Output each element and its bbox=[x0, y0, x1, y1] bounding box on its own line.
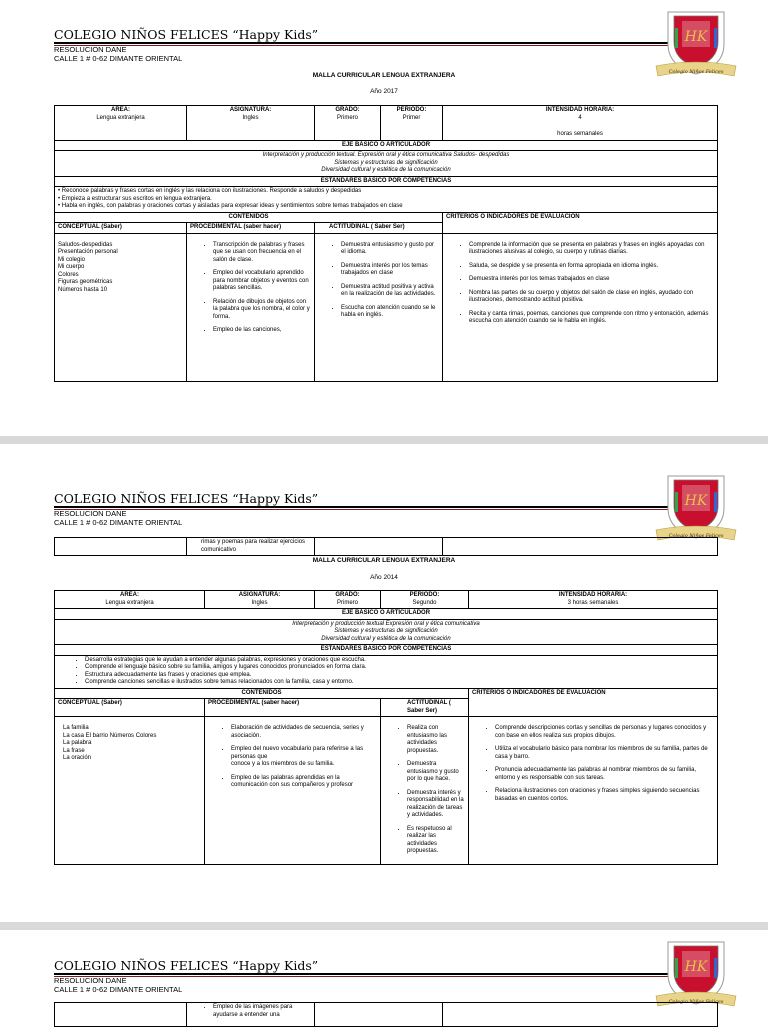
page-1 bbox=[0, 0, 768, 436]
intensidad-unit: horas semanales bbox=[557, 131, 603, 137]
estandar-item: • Comprende canciones sencillas e ilustrados sobre temas relacionados con la familia, casa y entorno. bbox=[85, 679, 714, 687]
grado-cell bbox=[315, 591, 381, 609]
estandar-item: • Habla en inglés, con palabras y oraciones cortas y aisladas para expresar ideas y sentimientos sobre temas trabajados en clase bbox=[58, 203, 403, 209]
criterios-list bbox=[469, 717, 718, 865]
logo-motto: Colegio Niños Felices bbox=[668, 69, 724, 75]
intensidad-cell bbox=[469, 591, 718, 609]
eje-content bbox=[55, 619, 718, 645]
intensidad-cell bbox=[443, 106, 718, 141]
criterio-item: • Comprende la información que se presenta en palabras y frases en inglés apoyadas con ilustraciones alusivas al colegio, su cuerpo y rutinas diarias. bbox=[469, 242, 714, 257]
grado-label: GRADO: bbox=[335, 107, 360, 113]
conceptual-item: Mi cuerpo bbox=[58, 264, 85, 270]
periodo-cell bbox=[381, 106, 443, 141]
intensidad-label: INTENSIDAD HORARIA: bbox=[545, 107, 615, 113]
eje-title-row bbox=[55, 609, 718, 620]
criterio-item: • Comprende descripciones cortas y sencillas de personas y lugares conocidos y con base en ellos realiza sus propios dibujos. bbox=[495, 725, 714, 740]
estandar-item: • Empieza a estructurar sus escritos en lengua extranjera. bbox=[58, 195, 212, 202]
estandar-item: • Desarrolla estrategias que le ayudan a entender algunas palabras, expresiones y oraciones que escucha. bbox=[85, 657, 714, 665]
eje-title-row bbox=[55, 140, 718, 151]
actitudinal-item: • Demuestra interés y responsabilidad en la realización de tareas y actividades. bbox=[407, 790, 465, 820]
header-rule bbox=[54, 506, 694, 508]
conceptual-item: Mi colegio bbox=[58, 256, 86, 263]
contenidos-row bbox=[55, 212, 718, 223]
periodo-value: Segundo bbox=[412, 599, 437, 606]
conceptual-item: La frase bbox=[63, 747, 85, 754]
contenidos-title: CONTENIDOS bbox=[55, 212, 443, 223]
procedimental-header: PROCEDIMENTAL (saber hacer) bbox=[205, 699, 381, 717]
continuation-empty bbox=[315, 1003, 443, 1027]
criterios-title: CRITERIOS O INDICADORES DE EVALUACION bbox=[469, 688, 718, 717]
contenidos-title: CONTENIDOS bbox=[55, 688, 469, 699]
header-rule-accent bbox=[54, 45, 694, 46]
continuation-text: rimas y poemas para realizar ejercicios comunicativo bbox=[187, 538, 315, 556]
doc-title: MALLA CURRICULAR LENGUA EXTRANJERA bbox=[312, 72, 456, 79]
criterio-item: • Nombra las partes de su cuerpo y objetos del salón de clase en inglés, ayudado con ilustraciones, demostrando actitud positiva. bbox=[469, 290, 714, 305]
procedimental-item: • Transcripción de palabras y frases que se usan con frecuencia en el salón de clase. bbox=[213, 242, 311, 265]
conceptual-header: CONCEPTUAL (Saber) bbox=[55, 699, 205, 717]
procedimental-list bbox=[187, 233, 315, 381]
estandar-item: • Estructura adecuadamente las frases y oraciones que emplea. bbox=[85, 672, 714, 680]
eje-content-row bbox=[55, 619, 718, 645]
school-crest-icon bbox=[654, 472, 738, 544]
header-row bbox=[55, 106, 718, 141]
continuation-empty bbox=[55, 1003, 187, 1027]
continuation-empty bbox=[55, 538, 187, 556]
eje-line: Diversidad cultural y estética de la comunicación bbox=[321, 635, 451, 642]
criterios-title: CRITERIOS O INDICADORES DE EVALUACION bbox=[443, 212, 718, 233]
resolution-text: RESOLUCION DANE bbox=[54, 45, 127, 54]
estandares-title-row bbox=[55, 645, 718, 656]
logo-motto: Colegio Niños Felices bbox=[668, 999, 724, 1005]
procedimental-item: • Empleo de las canciones, bbox=[213, 327, 311, 335]
intensidad-label: INTENSIDAD HORARIA: bbox=[558, 592, 628, 598]
school-name: COLEGIO NIÑOS FELICES “Happy Kids” bbox=[54, 27, 319, 42]
continuation-table bbox=[54, 537, 718, 556]
procedimental-header: PROCEDIMENTAL (saber hacer) bbox=[187, 223, 315, 234]
eje-line: Sistemas y estructuras de significación bbox=[334, 628, 438, 634]
criterio-item: • Saluda, se despide y se presenta en forma apropiada en idioma inglés. bbox=[469, 263, 714, 271]
school-crest-icon bbox=[654, 8, 738, 80]
grado-label: GRADO: bbox=[335, 592, 360, 598]
procedimental-item: • Empleo del nuevo vocabulario para referirse a las personas que bbox=[231, 746, 377, 761]
contenidos-body bbox=[55, 717, 718, 865]
conceptual-item: La casa El barrio Números Colores bbox=[63, 732, 157, 739]
intensidad-value: 3 horas semanales bbox=[567, 599, 619, 606]
estandar-item: • Comprende el lenguaje básico sobre su familia, amigos y lugares conocidos pronunciados en forma clara. bbox=[85, 664, 714, 672]
grado-value: Primero bbox=[336, 114, 358, 121]
eje-content-row bbox=[55, 151, 718, 177]
page-separator bbox=[0, 436, 768, 444]
conceptual-item: Figuras geométricas bbox=[58, 279, 113, 285]
continuation-empty bbox=[315, 538, 443, 556]
continuation-table bbox=[54, 1002, 718, 1027]
grado-cell bbox=[315, 106, 381, 141]
asignatura-label: ASIGNATURA: bbox=[238, 592, 281, 598]
doc-year: Año 2017 bbox=[370, 88, 398, 95]
page-3 bbox=[0, 930, 768, 1024]
intensidad-value: 4 bbox=[578, 114, 582, 121]
actitudinal-item: • Demuestra entusiasmo y gusto por lo que hace. bbox=[407, 761, 465, 784]
asignatura-cell bbox=[205, 591, 315, 609]
actitudinal-list bbox=[381, 717, 469, 865]
header-row bbox=[55, 591, 718, 609]
actitudinal-item: • Demuestra entusiasmo y gusto por el idioma. bbox=[341, 242, 439, 257]
estandares-title-row bbox=[55, 176, 718, 187]
page-separator bbox=[0, 922, 768, 930]
eje-content bbox=[55, 151, 718, 177]
estandares-title: ESTANDARES BASICO POR COMPETENCIAS bbox=[55, 645, 718, 656]
conceptual-list bbox=[55, 233, 187, 381]
actitudinal-item: • Escucha con atención cuando se le habla en inglés. bbox=[341, 305, 439, 320]
header-rule bbox=[54, 973, 694, 975]
continuation-row bbox=[55, 538, 718, 556]
resolution-text: RESOLUCION DANE bbox=[54, 976, 127, 985]
actitudinal-item: • Es respetuoso al realizar las actividades propuestas. bbox=[407, 826, 465, 856]
criterio-item: • Recita y canta rimas, poemas, canciones que comprende con ritmo y entonación, además escucha con atención cuando se le habla en inglés. bbox=[469, 311, 714, 326]
estandares-content bbox=[55, 655, 718, 688]
eje-line: Interpretación y producción textual Expresión oral y ética comunicativa bbox=[292, 620, 480, 627]
conceptual-item: Números hasta 10 bbox=[58, 286, 108, 293]
criterio-item: • Pronuncia adecuadamente las palabras al nombrar miembros de su familia, entorno y es responsable con sus tareas. bbox=[495, 767, 714, 782]
actitudinal-item: • Realiza con entusiasmo las actividades propuestas. bbox=[407, 725, 465, 755]
logo-motto: Colegio Niños Felices bbox=[668, 533, 724, 539]
conceptual-header: CONCEPTUAL (Saber) bbox=[55, 223, 187, 234]
estandares-content-row bbox=[55, 655, 718, 688]
svg-text:HK: HK bbox=[684, 493, 708, 509]
actitudinal-header: ACTITUDINAL ( Saber Ser) bbox=[315, 223, 443, 234]
header-rule-accent bbox=[54, 976, 694, 977]
periodo-value: Primer bbox=[402, 114, 421, 121]
estandares-content-row bbox=[55, 187, 718, 213]
conceptual-item: Colores bbox=[58, 271, 79, 278]
area-cell bbox=[55, 591, 205, 609]
curriculum-table-2 bbox=[54, 590, 718, 865]
asignatura-value: Ingles bbox=[251, 599, 268, 606]
procedimental-item: • Empleo del vocabulario aprendido para nombrar objetos y eventos con palabras sencillas. bbox=[213, 270, 311, 293]
area-value: Lengua extranjera bbox=[96, 114, 145, 121]
periodo-label: PERIODO: bbox=[409, 592, 440, 598]
eje-line: Interpretación y producción textual. Expresión oral y ética comunicativa Saludos- despedidas bbox=[262, 152, 510, 158]
address-text: CALLE 1 # 0-62 DIMANTE ORIENTAL bbox=[54, 985, 183, 994]
conceptual-item: La palabra bbox=[63, 740, 92, 746]
periodo-cell bbox=[381, 591, 469, 609]
school-name: COLEGIO NIÑOS FELICES “Happy Kids” bbox=[54, 491, 319, 506]
conceptual-item: Saludos-despedidas bbox=[58, 241, 113, 248]
actitudinal-header: ACTITUDINAL ( Saber Ser) bbox=[381, 699, 469, 717]
address-text: CALLE 1 # 0-62 DIMANTE ORIENTAL bbox=[54, 518, 183, 527]
criterios-list bbox=[443, 233, 718, 381]
contenidos-body bbox=[55, 233, 718, 381]
svg-text:HK: HK bbox=[684, 29, 708, 45]
area-label: AREA: bbox=[111, 107, 130, 113]
estandares-title: ESTANDARES BASICO POR COMPETENCIAS bbox=[55, 176, 718, 187]
eje-line: Diversidad cultural y estética de la comunicación bbox=[321, 167, 451, 173]
procedimental-item: • Empleo de las imágenes para ayudarse a entender una bbox=[213, 1004, 311, 1019]
criterio-item: • Demuestra interés por los temas trabajados en clase bbox=[469, 276, 714, 284]
actitudinal-list bbox=[315, 233, 443, 381]
conceptual-item: Presentación personal bbox=[58, 249, 118, 255]
asignatura-cell bbox=[187, 106, 315, 141]
conceptual-item: La familia bbox=[63, 725, 89, 731]
eje-title: EJE BÁSICO O ARTICULADOR bbox=[55, 609, 718, 620]
conceptual-item: La oración bbox=[63, 755, 92, 761]
contenidos-row bbox=[55, 688, 718, 699]
estandares-content bbox=[55, 187, 718, 213]
procedimental-item: • Elaboración de actividades de secuencia, series y asociación. bbox=[231, 725, 377, 740]
address-text: CALLE 1 # 0-62 DIMANTE ORIENTAL bbox=[54, 54, 183, 63]
periodo-label: PERIODO: bbox=[396, 107, 427, 113]
school-name: COLEGIO NIÑOS FELICES “Happy Kids” bbox=[54, 958, 319, 973]
grado-value: Primero bbox=[336, 599, 358, 606]
continuation-row bbox=[55, 1003, 718, 1027]
conceptual-list bbox=[55, 717, 205, 865]
continuation-cell bbox=[187, 1003, 315, 1027]
asignatura-value: Ingles bbox=[242, 114, 259, 121]
resolution-text: RESOLUCION DANE bbox=[54, 509, 127, 518]
estandar-item: • Reconoce palabras y frases cortas en inglés y las relaciona con ilustraciones. Responde a saludos y despedidas bbox=[58, 188, 362, 194]
procedimental-item: • Empleo de las palabras aprendidas en la comunicación con sus compañeros y profesor bbox=[231, 775, 377, 790]
area-cell bbox=[55, 106, 187, 141]
continuation-empty bbox=[443, 538, 718, 556]
criterio-item: • Utiliza el vocabulario básico para nombrar los miembros de su familia, partes de casa y barro. bbox=[495, 746, 714, 761]
actitudinal-item: • Demuestra interés por los temas trabajados en clase bbox=[341, 263, 439, 278]
eje-line: Sistemas y estructuras de significación bbox=[334, 159, 438, 166]
doc-year: Año 2014 bbox=[370, 574, 398, 581]
header-rule-accent bbox=[54, 509, 694, 510]
eje-title: EJE BÁSICO O ARTICULADOR bbox=[55, 140, 718, 151]
page-2 bbox=[0, 444, 768, 922]
continuation-empty bbox=[443, 1003, 718, 1027]
area-label: AREA: bbox=[120, 592, 139, 598]
curriculum-table-1 bbox=[54, 105, 718, 382]
area-value: Lengua extranjera bbox=[105, 599, 154, 606]
procedimental-item: conoce y a los miembros de su familia. bbox=[231, 761, 335, 767]
asignatura-label: ASIGNATURA: bbox=[229, 107, 272, 113]
procedimental-list bbox=[205, 717, 381, 865]
doc-title: MALLA CURRICULAR LENGUA EXTRANJERA bbox=[312, 557, 456, 564]
actitudinal-item: • Demuestra actitud positiva y activa en la realización de las actividades. bbox=[341, 284, 439, 299]
header-rule bbox=[54, 42, 694, 44]
school-crest-icon bbox=[654, 938, 738, 1010]
procedimental-item: • Relación de dibujos de objetos con la palabra que los nombra, el color y forma. bbox=[213, 299, 311, 322]
criterio-item: • Relaciona ilustraciones con oraciones y frases simples siguiendo secuencias basadas en cuentos cortos. bbox=[495, 788, 714, 803]
svg-text:HK: HK bbox=[684, 959, 708, 975]
